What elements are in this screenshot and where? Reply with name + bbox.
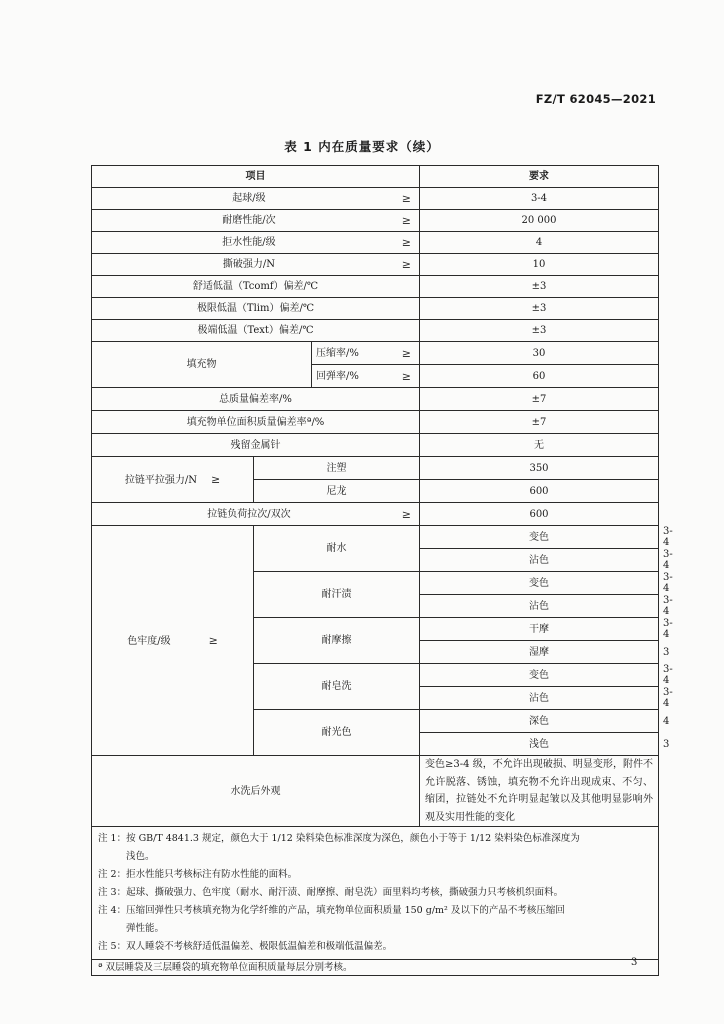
water-repel-label: 拒水性能/级 ≥ — [92, 232, 420, 254]
note-4-cont: 弹性能。 — [126, 923, 165, 934]
note-1: 注 1：按 GB/T 4841.3 规定，颜色大于 1/12 染料染色标准深度为深色，颜色小于等于 1/12 染料染色标准深度为 — [98, 833, 580, 844]
nylon-label: 尼龙 — [254, 480, 420, 503]
note-1-cont: 浅色。 — [126, 851, 155, 862]
injection-label: 注塑 — [254, 457, 420, 480]
row-cf-soap-stain: 沾色 3-4 — [92, 687, 659, 710]
extreme-temp-label: 极端低温（Text）偏差/℃ — [92, 320, 420, 342]
comfort-temp-value: ±3 — [420, 276, 659, 298]
row-appearance — [92, 756, 659, 827]
row-zipper-injection — [92, 457, 659, 480]
cf-water-change-label: 变色 — [420, 526, 659, 549]
row-needle — [92, 434, 659, 457]
table-title: 表 1 内在质量要求（续） — [284, 139, 440, 154]
row-filling-compress — [92, 342, 659, 365]
rebound-label: 回弹率/% ≥ — [312, 365, 420, 388]
area-mass-dev-value: ±7 — [420, 411, 659, 434]
quality-table — [91, 165, 673, 976]
cf-sweat-change-label: 变色 — [420, 572, 659, 595]
row-mass-dev — [92, 388, 659, 411]
nylon-value: 600 — [420, 480, 659, 503]
needle-label: 残留金属针 — [92, 434, 420, 457]
pilling-label: 起球/级 ≥ — [92, 188, 420, 210]
mass-dev-label: 总质量偏差率/% — [92, 388, 420, 411]
row-cf-sweat-stain: 沾色 3-4 — [92, 595, 659, 618]
abrasion-value: 20 000 — [420, 210, 659, 232]
row-cf-light-dark: 耐光色 深色 4 — [92, 710, 659, 733]
extreme-temp-value: ±3 — [420, 320, 659, 342]
cf-sweat-stain-label: 沾色 — [420, 595, 659, 618]
injection-value: 350 — [420, 457, 659, 480]
limit-temp-label: 极限低温（Tlim）偏差/℃ — [92, 298, 420, 320]
note-4: 注 4：压缩回弹性只考核填充物为化学纤维的产品，填充物单位面积质量 150 g/m² 及以下的产品不考核压缩回 — [98, 905, 565, 916]
row-limit-temp — [92, 298, 659, 320]
appearance-label: 水洗后外观 — [92, 756, 420, 827]
cf-rub-wet-label: 湿摩 — [420, 641, 659, 664]
row-water-repel — [92, 232, 659, 254]
row-tear — [92, 254, 659, 276]
row-extreme-temp — [92, 320, 659, 342]
row-cf-water-change: 色牢度/级 ≥ 耐水 变色 3-4 — [92, 526, 659, 549]
cf-water-label: 耐水 — [254, 526, 420, 572]
page-number: 3 — [631, 957, 638, 968]
row-notes — [92, 827, 659, 960]
cf-sweat-label: 耐汗渍 — [254, 572, 420, 618]
header-item: 项目 — [92, 166, 420, 188]
row-zipper-cycle — [92, 503, 659, 526]
limit-temp-value: ±3 — [420, 298, 659, 320]
zipper-cycle-label: 拉链负荷拉次/双次 ≥ — [92, 503, 420, 526]
row-cf-rub-wet: 湿摩 3 — [92, 641, 659, 664]
header-row — [92, 166, 659, 188]
zipper-cycle-value: 600 — [420, 503, 659, 526]
row-pilling — [92, 188, 659, 210]
cf-rub-label: 耐摩擦 — [254, 618, 420, 664]
cf-light-label: 耐光色 — [254, 710, 420, 756]
row-area-mass-dev — [92, 411, 659, 434]
standard-number: FZ/T 62045—2021 — [535, 92, 656, 106]
row-cf-light-light: 浅色 3 — [92, 733, 659, 756]
tear-label: 撕破强力/N ≥ — [92, 254, 420, 276]
needle-value: 无 — [420, 434, 659, 457]
filling-label: 填充物 — [92, 342, 312, 388]
header-requirement: 要求 — [420, 166, 659, 188]
pilling-value: 3-4 — [420, 188, 659, 210]
cf-soap-stain-label: 沾色 — [420, 687, 659, 710]
note-5: 注 5：双人睡袋不考核舒适低温偏差、极限低温偏差和极端低温偏差。 — [98, 941, 393, 952]
cf-water-stain-label: 沾色 — [420, 549, 659, 572]
zipper-flat-label: 拉链平拉强力/N ≥ — [92, 457, 254, 503]
cf-soap-change-label: 变色 — [420, 664, 659, 687]
row-footnote — [92, 960, 659, 976]
compress-value: 30 — [420, 342, 659, 365]
water-repel-value: 4 — [420, 232, 659, 254]
cf-soap-label: 耐皂洗 — [254, 664, 420, 710]
appearance-value: 变色≥3-4 级，不允许出现破损、明显变形，附件不允许脱落、锈蚀，填充物不允许出现成束、不匀、缩团，拉链处不允许明显起皱以及其他明显影响外观及实用性能的变化 — [420, 756, 659, 827]
colorfast-label: 色牢度/级 ≥ — [92, 526, 254, 756]
row-cf-soap-change: 耐皂洗 变色 3-4 — [92, 664, 659, 687]
cf-light-light-label: 浅色 — [420, 733, 659, 756]
row-comfort-temp — [92, 276, 659, 298]
compress-label: 压缩率/% ≥ — [312, 342, 420, 365]
row-cf-sweat-change: 耐汗渍 变色 3-4 — [92, 572, 659, 595]
note-3: 注 3：起球、撕破强力、色牢度（耐水、耐汗渍、耐摩擦、耐皂洗）面里料均考核，撕破强力只考核机织面料。 — [98, 887, 564, 898]
cf-light-dark-label: 深色 — [420, 710, 659, 733]
tear-value: 10 — [420, 254, 659, 276]
footnote-a: ª 双层睡袋及三层睡袋的填充物单位面积质量每层分别考核。 — [92, 960, 659, 976]
area-mass-dev-label: 填充物单位面积质量偏差率ª/% — [92, 411, 420, 434]
row-cf-rub-dry: 耐摩擦 干摩 3-4 — [92, 618, 659, 641]
row-cf-water-stain: 沾色 3-4 — [92, 549, 659, 572]
rebound-value: 60 — [420, 365, 659, 388]
abrasion-label: 耐磨性能/次 ≥ — [92, 210, 420, 232]
comfort-temp-label: 舒适低温（Tcomf）偏差/℃ — [92, 276, 420, 298]
mass-dev-value: ±7 — [420, 388, 659, 411]
notes-cell — [92, 827, 659, 960]
row-abrasion — [92, 210, 659, 232]
cf-rub-dry-label: 干摩 — [420, 618, 659, 641]
note-2: 注 2：拒水性能只考核标注有防水性能的面料。 — [98, 869, 298, 880]
